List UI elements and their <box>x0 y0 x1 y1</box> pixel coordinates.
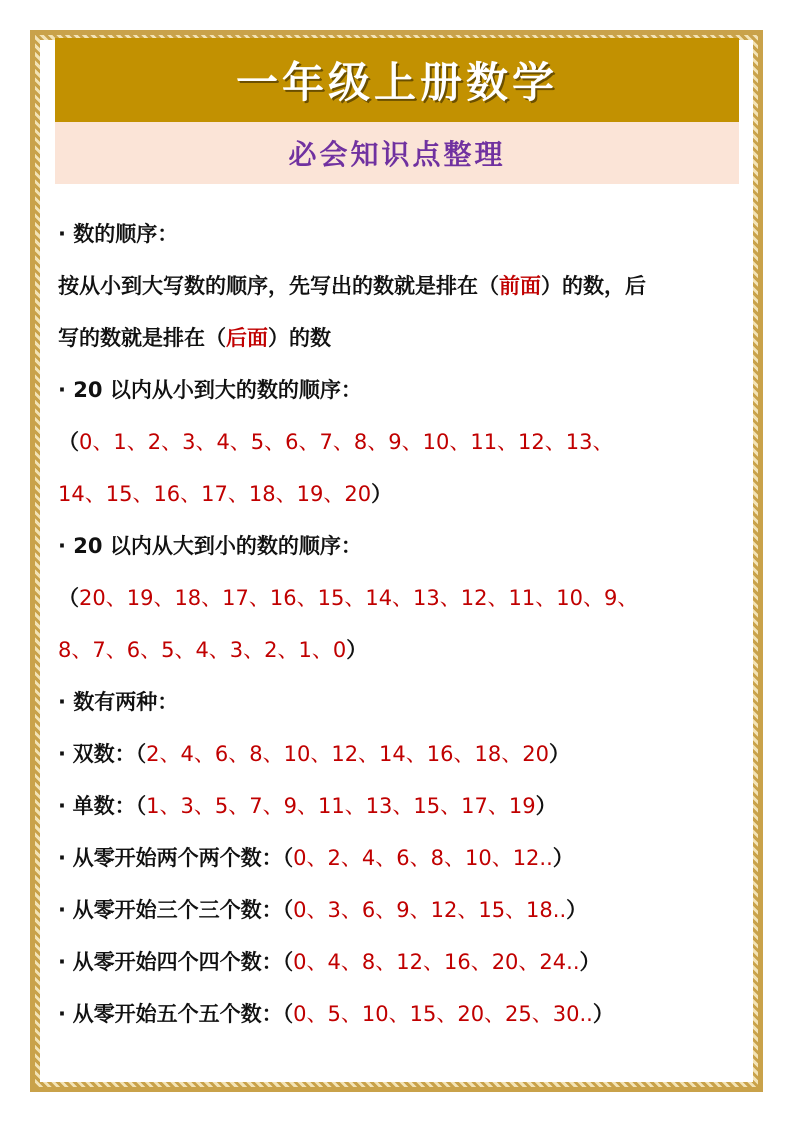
row-label: 双数：（ <box>72 742 147 766</box>
descending-values-line-1 <box>58 572 748 624</box>
number-sequence: 0、3、6、9、12、15、18.. <box>293 898 567 922</box>
close-paren: ） <box>552 846 574 870</box>
bullet-icon: · <box>58 742 66 766</box>
close-paren: ） <box>579 950 601 974</box>
text-segment: 按从小到大写数的顺序，先写出的数就是排在（ <box>58 274 499 298</box>
number-sequence: 0、4、8、12、16、20、24.. <box>293 950 580 974</box>
close-paren: ） <box>346 638 368 662</box>
bullet-icon: · <box>58 690 66 714</box>
heading-text: 数的顺序： <box>73 222 179 246</box>
number-sequence: 20、19、18、17、16、15、14、13、12、11、10、9、 <box>79 586 639 610</box>
bullet-icon: · <box>58 1002 66 1026</box>
title-banner <box>55 38 739 122</box>
text-segment: ）的数，后 <box>541 274 646 298</box>
number-sequence: 8、7、6、5、4、3、2、1、0 <box>58 638 347 662</box>
close-paren: ） <box>535 794 557 818</box>
count-by-five-row <box>58 988 748 1040</box>
page-subtitle: 必会知识点整理 <box>288 138 506 171</box>
number-sequence: 14、15、16、17、18、19、20 <box>58 482 372 506</box>
bullet-icon: · <box>58 534 66 558</box>
number-sequence: 0、2、4、6、8、10、12.. <box>293 846 553 870</box>
highlight-back: 后面 <box>226 326 268 350</box>
open-paren: （ <box>58 430 79 454</box>
open-paren: （ <box>58 586 79 610</box>
subtitle-banner <box>55 122 739 184</box>
close-paren: ） <box>371 482 393 506</box>
content-body <box>58 208 748 1040</box>
heading-text: 20 以内从大到小的数的顺序： <box>73 534 362 558</box>
section-heading-kinds <box>58 676 748 728</box>
bullet-icon: · <box>58 222 66 246</box>
highlight-front: 前面 <box>499 274 541 298</box>
row-label: 从零开始四个四个数：（ <box>72 950 294 974</box>
order-explanation-line-2 <box>58 312 748 364</box>
number-sequence: 2、4、6、8、10、12、14、16、18、20 <box>146 742 549 766</box>
count-by-two-row <box>58 832 748 884</box>
section-heading-order <box>58 208 748 260</box>
section-heading-descending <box>58 520 748 572</box>
close-paren: ） <box>548 742 570 766</box>
text-segment: 写的数就是排在（ <box>58 326 226 350</box>
row-label: 从零开始五个五个数：（ <box>72 1002 294 1026</box>
section-heading-ascending <box>58 364 748 416</box>
row-label: 单数：（ <box>72 794 147 818</box>
close-paren: ） <box>566 898 588 922</box>
even-numbers-row <box>58 728 748 780</box>
odd-numbers-row <box>58 780 748 832</box>
bullet-icon: · <box>58 898 66 922</box>
row-label: 从零开始两个两个数：（ <box>72 846 294 870</box>
number-sequence: 0、1、2、3、4、5、6、7、8、9、10、11、12、13、 <box>79 430 614 454</box>
order-explanation-line-1 <box>58 260 748 312</box>
heading-text: 20 以内从小到大的数的顺序： <box>73 378 362 402</box>
number-sequence: 0、5、10、15、20、25、30.. <box>293 1002 593 1026</box>
bullet-icon: · <box>58 950 66 974</box>
number-sequence: 1、3、5、7、9、11、13、15、17、19 <box>146 794 536 818</box>
bullet-icon: · <box>58 378 66 402</box>
close-paren: ） <box>592 1002 614 1026</box>
page-title: 一年级上册数学 <box>235 58 558 107</box>
descending-values-line-2 <box>58 624 748 676</box>
text-segment: ）的数 <box>268 326 331 350</box>
ascending-values-line-1 <box>58 416 748 468</box>
ascending-values-line-2 <box>58 468 748 520</box>
count-by-three-row <box>58 884 748 936</box>
bullet-icon: · <box>58 846 66 870</box>
row-label: 从零开始三个三个数：（ <box>72 898 294 922</box>
count-by-four-row <box>58 936 748 988</box>
heading-text: 数有两种： <box>73 690 179 714</box>
bullet-icon: · <box>58 794 66 818</box>
